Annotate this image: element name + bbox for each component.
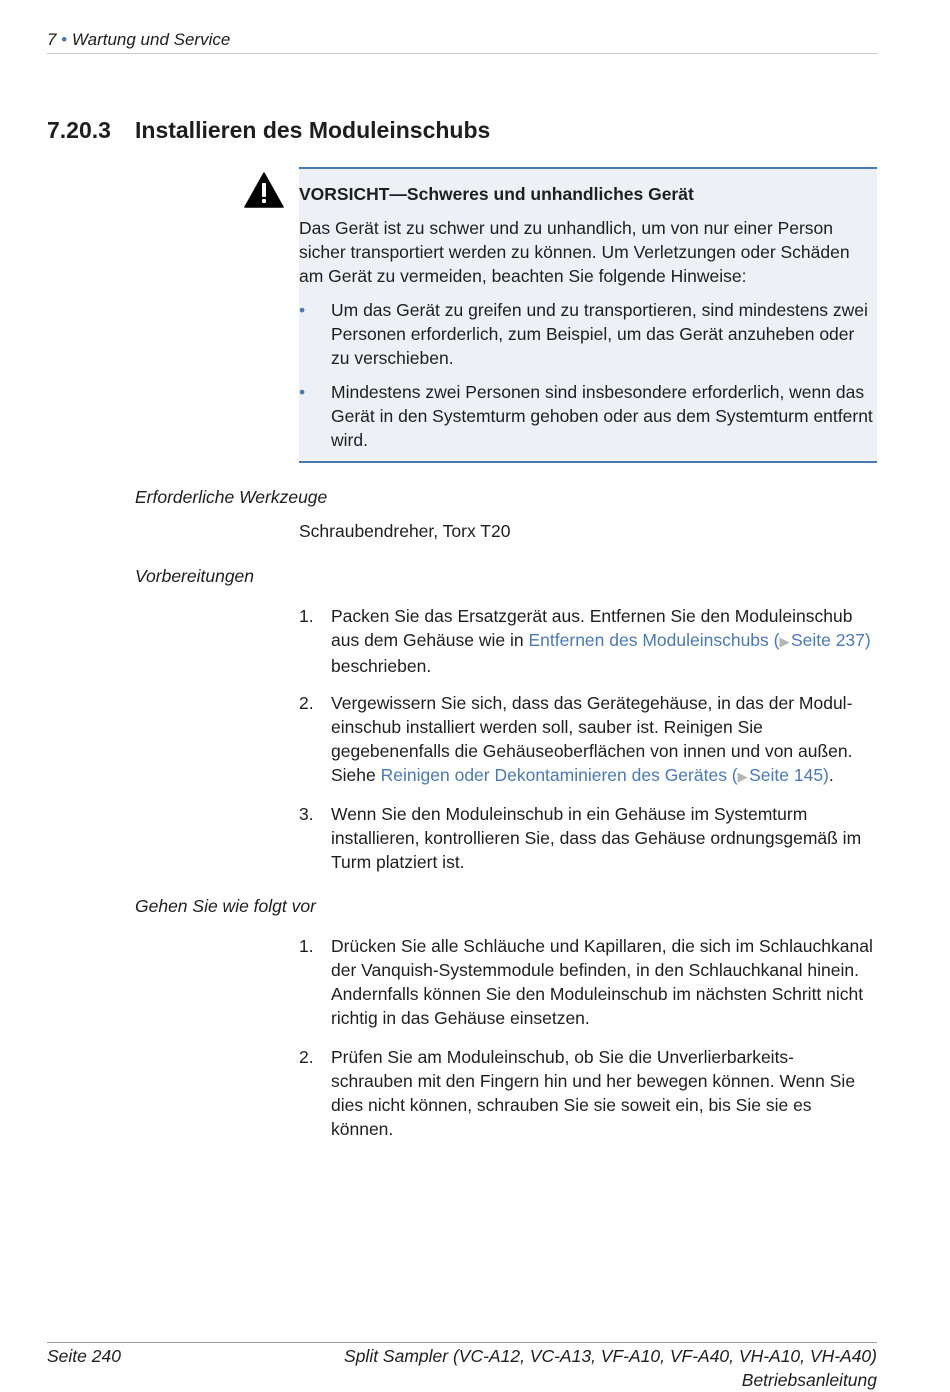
link-page: Seite 237): [790, 630, 871, 650]
step-number: 1.: [299, 606, 314, 626]
step-text: Packen Sie das Ersatzgerät aus. Entfernen Sie den Moduleinschub aus dem Gehäuse wie in: [331, 606, 853, 650]
cross-reference-link[interactable]: [381, 765, 829, 785]
footer-page-number: Seite 240: [47, 1346, 121, 1366]
step-text: Vergewissern Sie sich, dass das Gerätegehäuse, in das der Modul- einschub installiert werden soll, sauber ist. Reinigen Sie gegebenenfalls die Gehäuseoberflächen von innen und von außen. Siehe: [331, 693, 853, 785]
bullet-text: Mindestens zwei Personen sind insbesondere erforderlich, wenn das Gerät in den Systemturm gehoben oder aus dem Systemturm entfernt wird.: [331, 382, 873, 450]
step-text-end: beschrieben.: [331, 656, 432, 676]
section-heading: [47, 114, 490, 146]
footer-product: Split Sampler (VC-A12, VC-A13, VF-A10, VF-A40, VH-A10, VH-A40): [344, 1346, 877, 1366]
header-separator: •: [61, 30, 68, 49]
bullet-marker: •: [299, 382, 306, 402]
link-page: Seite 145): [749, 765, 829, 785]
step-number: 2.: [299, 1047, 314, 1067]
bullet-marker: •: [299, 300, 306, 320]
footer-document-info: [317, 1344, 877, 1392]
footer-doc-type: Betriebsanleitung: [741, 1370, 877, 1390]
tools-heading: Erforderliche Werkzeuge: [135, 487, 328, 507]
step-text: Prüfen Sie am Moduleinschub, ob Sie die Unverlierbarkeits- schrauben mit den Fingern hin und her bewegen können. Wenn Sie dies nicht können, schrauben Sie sie soweit ein, bis Sie sie es können.: [331, 1047, 856, 1139]
bullet-text: Um das Gerät zu greifen und zu transportieren, sind mindestens zwei Personen erforderlich, zum Beispiel, um das Gerät anzuheben oder zu verschieben.: [331, 300, 868, 368]
footer-divider: [47, 1342, 877, 1343]
chapter-number: 7: [47, 30, 57, 49]
step-text-end: .: [828, 765, 834, 785]
link-text: Reinigen oder Dekontaminieren des Gerätes (: [380, 765, 738, 785]
tools-text: Schraubendreher, Torx T20: [299, 521, 511, 541]
page-arrow-icon: ▶: [779, 634, 790, 649]
link-text: Entfernen des Moduleinschubs (: [528, 630, 780, 650]
running-header: [47, 28, 877, 54]
step-number: 1.: [299, 936, 314, 956]
page-arrow-icon: ▶: [737, 769, 748, 784]
step-number: 3.: [299, 804, 314, 824]
section-number: 7.20.3: [47, 117, 111, 143]
warning-intro: Das Gerät ist zu schwer und zu unhandlich, um von nur einer Person sicher transportiert werden zu können. Um Verletzungen oder Schäden am Gerät zu vermeiden, beachten Sie folgende Hinweise:: [299, 218, 850, 286]
step-text: Wenn Sie den Moduleinschub in ein Gehäuse im Systemturm installieren, kontrollieren Sie, dass das Gehäuse ordnungsgemäß im Turm platziert ist.: [331, 804, 862, 872]
warning-triangle-icon: [244, 172, 284, 208]
step-number: 2.: [299, 693, 314, 713]
procedure-heading: Gehen Sie wie folgt vor: [135, 896, 316, 916]
preparations-heading: Vorbereitungen: [135, 566, 255, 586]
section-title: Installieren des Moduleinschubs: [135, 117, 491, 143]
cross-reference-link[interactable]: [529, 630, 871, 650]
chapter-title: Wartung und Service: [71, 30, 231, 49]
step-text: Drücken Sie alle Schläuche und Kapillaren, die sich im Schlauchkanal der Vanquish-Systemmodule befinden, in den Schlauchkanal hinein. Andernfalls können Sie den Moduleinschub im nächsten Schritt nicht richtig in das Gehäuse einsetzen.: [331, 936, 873, 1028]
warning-title: VORSICHT—Schweres und unhandliches Gerät: [299, 184, 694, 204]
